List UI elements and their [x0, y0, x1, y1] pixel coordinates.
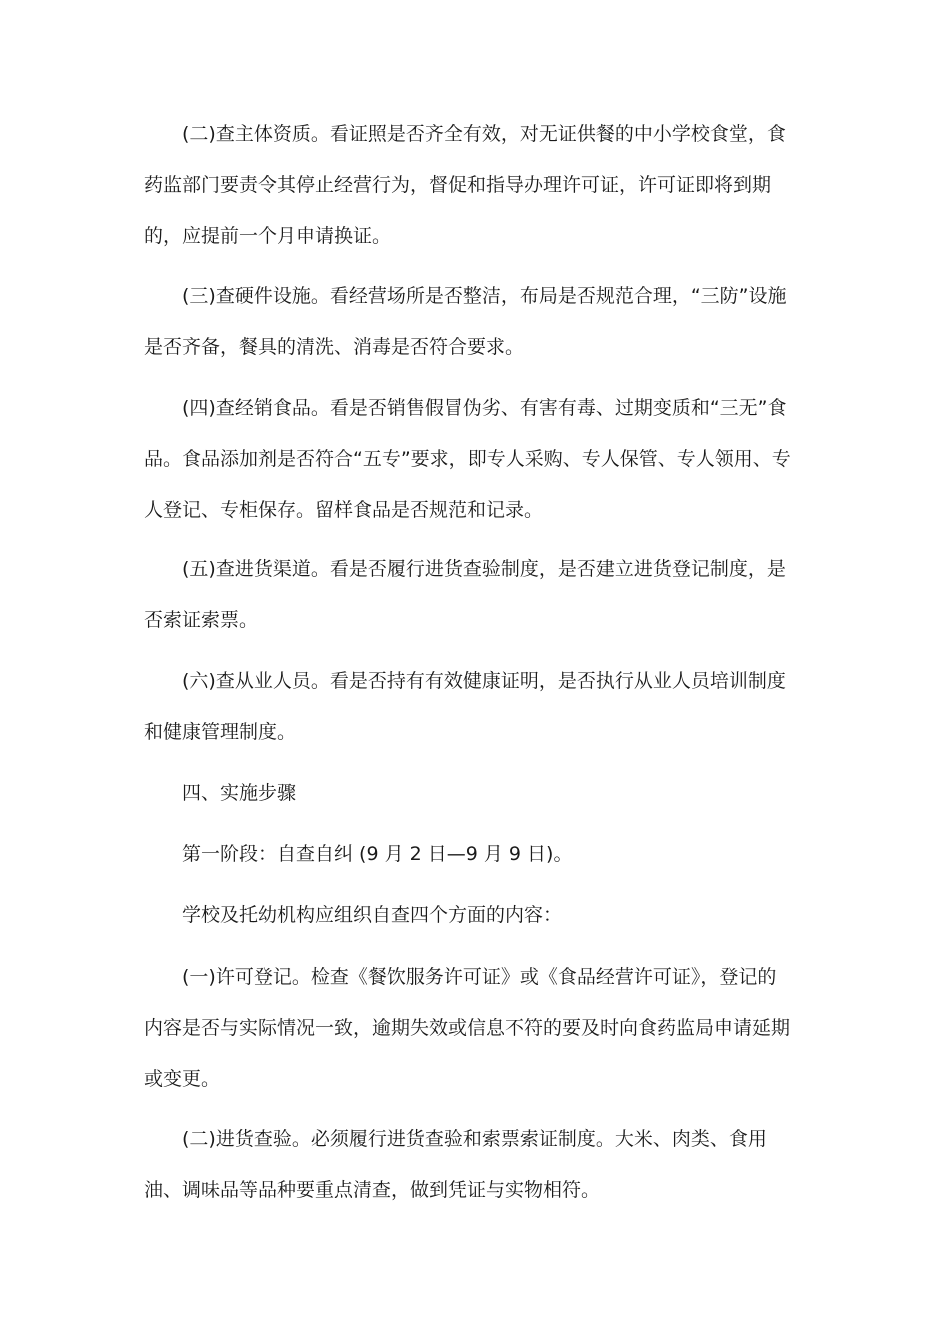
paragraph-check-qualification: (二)查主体资质。看证照是否齐全有效，对无证供餐的中小学校食堂，食药监部门要责令其停止经营行为，督促和指导办理许可证，许可证即将到期的，应提前一个月申请换证。 — [144, 123, 786, 247]
paragraph-check-staff: (六)查从业人员。看是否持有有效健康证明，是否执行从业人员培训制度和健康管理制度。 — [144, 670, 786, 743]
paragraph-check-facilities: (三)查硬件设施。看经营场所是否整洁，布局是否规范合理，“三防”设施是否齐备，餐具的清洗、消毒是否符合要求。 — [144, 285, 787, 358]
paragraph-license-registration: (一)许可登记。检查《餐饮服务许可证》或《食品经营许可证》，登记的内容是否与实际情况一致，逾期失效或信息不符的要及时向食药监局申请延期或变更。 — [144, 966, 791, 1090]
paragraph-purchase-inspection: (二)进货查验。必须履行进货查验和索票索证制度。大米、肉类、食用油、调味品等品种要重点清查，做到凭证与实物相符。 — [144, 1128, 767, 1201]
paragraph-self-check-intro: 学校及托幼机构应组织自查四个方面的内容： — [182, 904, 563, 926]
paragraph-check-supply-channels: (五)查进货渠道。看是否履行进货查验制度，是否建立进货登记制度，是否索证索票。 — [144, 558, 786, 631]
paragraph-check-food-sold: (四)查经销食品。看是否销售假冒伪劣、有害有毒、过期变质和“三无”食品。食品添加剂是否符合“五专”要求，即专人采购、专人保管、专人领用、专人登记、专柜保存。留样食品是否规范和记录。 — [144, 397, 791, 521]
section-heading-implementation-steps: 四、实施步骤 — [182, 782, 297, 804]
paragraph-stage-one: 第一阶段：自查自纠 (9 月 2 日—9 月 9 日)。 — [182, 843, 573, 865]
